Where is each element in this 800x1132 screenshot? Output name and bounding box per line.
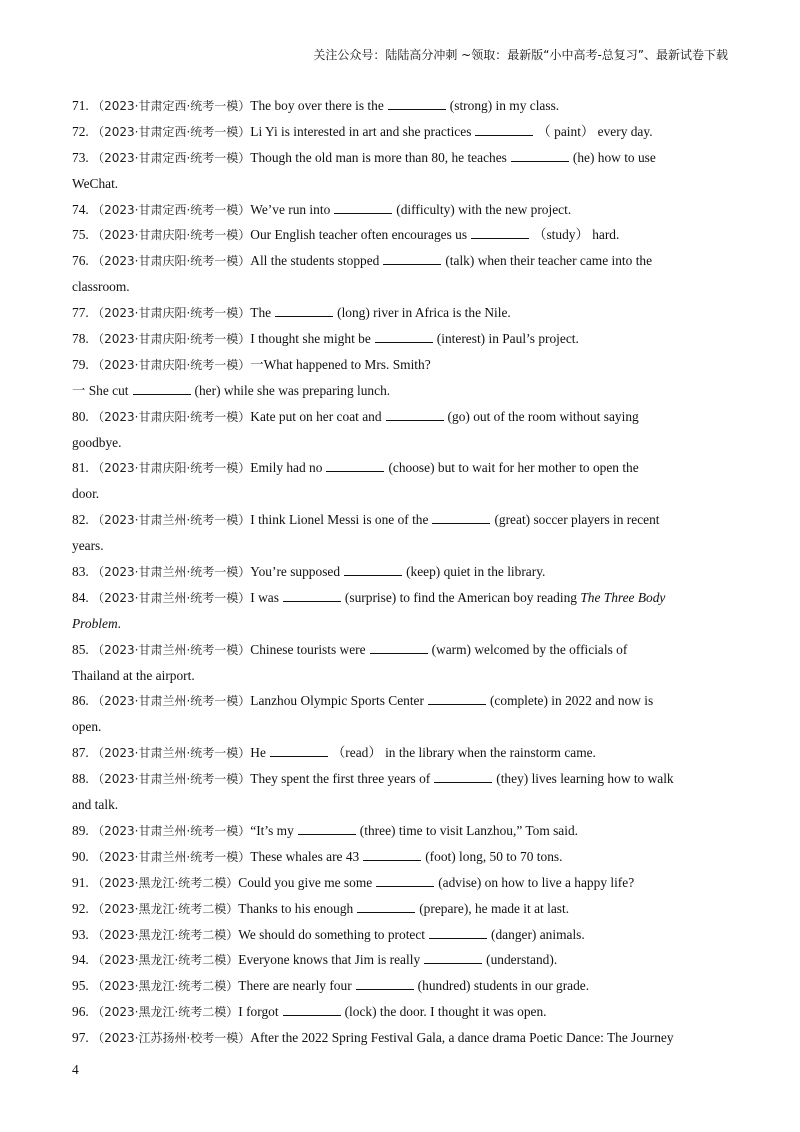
answer-blank[interactable] bbox=[283, 1003, 341, 1016]
question-number: 86. bbox=[72, 693, 89, 709]
question-number: 78. bbox=[72, 331, 89, 347]
question-number: 95. bbox=[72, 978, 89, 994]
word-hint: (long) river in Africa is the Nile. bbox=[337, 305, 511, 321]
question-number: 83. bbox=[72, 564, 89, 580]
question-text: Emily had no bbox=[250, 460, 323, 476]
word-hint: (great) soccer players in recent bbox=[494, 512, 660, 528]
question-source: （2023·甘肃庆阳·统考一模） bbox=[92, 306, 251, 321]
word-hint: (understand). bbox=[486, 952, 558, 968]
answer-blank[interactable] bbox=[375, 330, 433, 343]
question-source: （2023·甘肃定西·统考一模） bbox=[92, 99, 251, 113]
answer-blank[interactable] bbox=[356, 977, 414, 990]
word-hint: (surprise) to find the American boy reading bbox=[344, 589, 577, 605]
question-source: （2023·甘肃庆阳·统考一模） bbox=[92, 254, 251, 269]
question-line bbox=[72, 93, 728, 119]
word-hint: （ paint） every day. bbox=[537, 123, 653, 139]
question-text: I forgot bbox=[238, 1004, 279, 1020]
question-text: Thanks to his enough bbox=[238, 900, 354, 916]
question-source: （2023·黑龙江·统考二模） bbox=[92, 953, 239, 968]
continuation-text: goodbye. bbox=[72, 434, 122, 450]
question-number: 88. bbox=[72, 771, 89, 787]
question-continuation bbox=[72, 481, 728, 507]
question-source: （2023·甘肃定西·统考一模） bbox=[92, 150, 251, 165]
word-hint: （read） in the library when the rainstorm came. bbox=[331, 745, 596, 761]
answer-blank[interactable] bbox=[383, 252, 441, 265]
answer-blank[interactable] bbox=[275, 304, 333, 317]
answer-blank[interactable] bbox=[386, 408, 444, 421]
dialogue-text: 一 She cut bbox=[72, 382, 129, 398]
answer-blank[interactable] bbox=[370, 641, 428, 654]
question-source: （2023·甘肃定西·统考一模） bbox=[92, 202, 251, 217]
question-number: 76. bbox=[72, 253, 89, 269]
answer-blank[interactable] bbox=[424, 951, 482, 964]
question-source: （2023·甘肃兰州·统考一模） bbox=[92, 849, 251, 864]
question-line bbox=[72, 870, 728, 896]
continuation-text: Thailand at the airport. bbox=[72, 667, 195, 683]
question-source: （2023·甘肃兰州·统考一模） bbox=[92, 772, 251, 787]
word-hint: （study） hard. bbox=[533, 227, 620, 243]
question-line bbox=[72, 844, 728, 870]
question-source: （2023·黑龙江·统考二模） bbox=[92, 979, 239, 994]
question-source: （2023·甘肃庆阳·统考一模） bbox=[92, 461, 251, 476]
question-number: 79. bbox=[72, 356, 89, 372]
question-text: The boy over there is the bbox=[250, 98, 384, 113]
question-line bbox=[72, 1025, 728, 1051]
question-number: 87. bbox=[72, 745, 89, 761]
answer-blank[interactable] bbox=[283, 589, 341, 602]
answer-blank[interactable] bbox=[429, 926, 487, 939]
answer-blank[interactable] bbox=[432, 511, 490, 524]
question-number: 93. bbox=[72, 926, 89, 942]
question-line bbox=[72, 119, 728, 145]
answer-blank[interactable] bbox=[388, 97, 446, 110]
question-number: 81. bbox=[72, 460, 89, 476]
question-line bbox=[72, 559, 728, 585]
question-number: 91. bbox=[72, 874, 89, 890]
continuation-text: door. bbox=[72, 486, 100, 502]
word-hint: (difficulty) with the new project. bbox=[396, 201, 572, 217]
word-hint: (three) time to visit Lanzhou,” Tom said. bbox=[359, 822, 579, 838]
question-source: （2023·黑龙江·统考二模） bbox=[92, 901, 239, 916]
question-number: 92. bbox=[72, 900, 89, 916]
question-text: We should do something to protect bbox=[238, 926, 426, 942]
question-text: I was bbox=[250, 589, 279, 605]
question-line bbox=[72, 404, 728, 430]
word-hint: (lock) the door. I thought it was open. bbox=[344, 1004, 547, 1020]
word-hint: (danger) animals. bbox=[491, 926, 585, 942]
page-header: 关注公众号：陆陆高分冲刺 ~领取：最新版“小中高考-总复习”、最新试卷下载 bbox=[313, 48, 728, 62]
answer-blank[interactable] bbox=[298, 822, 356, 835]
word-hint: (talk) when their teacher came into the bbox=[445, 253, 653, 269]
question-line bbox=[72, 248, 728, 274]
question-source: （2023·江苏扬州·校考一模） bbox=[92, 1031, 251, 1046]
question-number: 75. bbox=[72, 227, 89, 243]
answer-blank[interactable] bbox=[270, 744, 328, 757]
question-line bbox=[72, 300, 728, 326]
question-continuation bbox=[72, 171, 728, 197]
question-line bbox=[72, 326, 728, 352]
question-line bbox=[72, 222, 728, 248]
question-source: （2023·甘肃庆阳·统考一模） bbox=[92, 228, 251, 243]
question-text: Though the old man is more than 80, he teaches bbox=[250, 149, 507, 165]
answer-blank[interactable] bbox=[133, 382, 191, 395]
question-number: 97. bbox=[72, 1030, 89, 1046]
question-continuation bbox=[72, 533, 728, 559]
question-text: I think Lionel Messi is one of the bbox=[250, 512, 429, 528]
question-text: “It’s my bbox=[250, 822, 294, 838]
question-line bbox=[72, 922, 728, 948]
question-text: I thought she might be bbox=[250, 331, 371, 347]
dialogue-answer-line bbox=[72, 378, 728, 404]
answer-blank[interactable] bbox=[434, 770, 492, 783]
question-continuation bbox=[72, 274, 728, 300]
question-text: You’re supposed bbox=[250, 564, 341, 580]
question-line bbox=[72, 637, 728, 663]
word-hint: (strong) in my class. bbox=[449, 98, 560, 113]
question-line bbox=[72, 507, 728, 533]
question-number: 77. bbox=[72, 305, 89, 321]
question-source: （2023·甘肃兰州·统考一模） bbox=[92, 565, 251, 580]
question-text: Lanzhou Olympic Sports Center bbox=[250, 693, 424, 709]
question-source: （2023·甘肃兰州·统考一模） bbox=[92, 694, 251, 709]
answer-blank[interactable] bbox=[363, 848, 421, 861]
question-line bbox=[72, 896, 728, 922]
question-text: They spent the first three years of bbox=[250, 771, 431, 787]
question-number: 74. bbox=[72, 201, 89, 217]
word-hint: (warm) welcomed by the officials of bbox=[431, 641, 628, 657]
question-number: 85. bbox=[72, 641, 89, 657]
question-line bbox=[72, 145, 728, 171]
question-text: Chinese tourists were bbox=[250, 641, 366, 657]
question-line bbox=[72, 455, 728, 481]
question-source: （2023·黑龙江·统考二模） bbox=[92, 875, 239, 890]
question-number: 71. bbox=[72, 98, 89, 113]
question-source: （2023·甘肃庆阳·统考一模） bbox=[92, 332, 251, 347]
answer-blank[interactable] bbox=[471, 226, 529, 239]
word-hint: (choose) but to wait for her mother to open the bbox=[388, 460, 639, 476]
question-number: 84. bbox=[72, 589, 89, 605]
question-line bbox=[72, 585, 728, 611]
question-source: （2023·甘肃定西·统考一模） bbox=[92, 124, 251, 139]
answer-blank[interactable] bbox=[376, 874, 434, 887]
question-text: All the students stopped bbox=[250, 253, 380, 269]
continuation-text: and talk. bbox=[72, 797, 119, 813]
answer-blank[interactable] bbox=[511, 149, 569, 162]
question-source: （2023·甘肃兰州·统考一模） bbox=[92, 823, 251, 838]
answer-blank[interactable] bbox=[357, 900, 415, 913]
question-line bbox=[72, 688, 728, 714]
question-text: Our English teacher often encourages us bbox=[250, 227, 468, 243]
word-hint: (go) out of the room without saying bbox=[447, 408, 639, 424]
question-number: 94. bbox=[72, 952, 89, 968]
page-number: 4 bbox=[72, 1062, 79, 1077]
question-source: （2023·甘肃庆阳·统考一模） bbox=[92, 357, 251, 372]
question-line bbox=[72, 947, 728, 973]
question-number: 73. bbox=[72, 149, 89, 165]
question-continuation bbox=[72, 792, 728, 818]
book-title: The Three Body bbox=[580, 589, 666, 605]
word-hint: (foot) long, 50 to 70 tons. bbox=[425, 848, 563, 864]
question-line bbox=[72, 818, 728, 844]
question-line bbox=[72, 740, 728, 766]
continuation-text: . bbox=[117, 615, 121, 631]
question-continuation bbox=[72, 714, 728, 740]
continuation-text: open. bbox=[72, 719, 102, 735]
question-number: 80. bbox=[72, 408, 89, 424]
question-source: （2023·甘肃庆阳·统考一模） bbox=[92, 409, 251, 424]
continuation-text: years. bbox=[72, 538, 104, 554]
word-hint: (interest) in Paul’s project. bbox=[436, 331, 579, 347]
question-line bbox=[72, 352, 728, 378]
question-text: Li Yi is interested in art and she practices bbox=[250, 123, 472, 139]
question-source: （2023·甘肃兰州·统考一模） bbox=[92, 746, 251, 761]
question-continuation bbox=[72, 663, 728, 689]
question-text: Everyone knows that Jim is really bbox=[238, 952, 421, 968]
word-hint: (keep) quiet in the library. bbox=[406, 564, 546, 580]
question-line bbox=[72, 973, 728, 999]
question-text: Kate put on her coat and bbox=[250, 408, 382, 424]
answer-blank[interactable] bbox=[475, 123, 533, 136]
question-text: The bbox=[250, 305, 272, 321]
answer-blank[interactable] bbox=[326, 459, 384, 472]
continuation-text: classroom. bbox=[72, 279, 130, 295]
question-text: He bbox=[250, 745, 266, 761]
question-line bbox=[72, 766, 728, 792]
word-hint: (prepare), he made it at last. bbox=[419, 900, 570, 916]
question-number: 89. bbox=[72, 822, 89, 838]
question-number: 82. bbox=[72, 512, 89, 528]
continuation-text: WeChat. bbox=[72, 175, 119, 191]
answer-blank[interactable] bbox=[344, 563, 402, 576]
question-text: These whales are 43 bbox=[250, 848, 360, 864]
word-hint: (complete) in 2022 and now is bbox=[489, 693, 654, 709]
question-source: （2023·黑龙江·统考二模） bbox=[92, 927, 239, 942]
question-continuation bbox=[72, 430, 728, 456]
question-text: There are nearly four bbox=[238, 978, 352, 994]
word-hint: (he) how to use bbox=[572, 149, 656, 165]
question-text: 一What happened to Mrs. Smith? bbox=[250, 356, 431, 372]
question-source: （2023·甘肃兰州·统考一模） bbox=[92, 513, 251, 528]
question-text: We’ve run into bbox=[250, 201, 331, 217]
question-text: After the 2022 Spring Festival Gala, a dance drama Poetic Dance: The Journey bbox=[250, 1030, 674, 1046]
question-line bbox=[72, 197, 728, 223]
question-source: （2023·黑龙江·统考二模） bbox=[92, 1005, 239, 1020]
question-number: 72. bbox=[72, 123, 89, 139]
word-hint: (her) while she was preparing lunch. bbox=[194, 382, 391, 398]
word-hint: (hundred) students in our grade. bbox=[417, 978, 590, 994]
question-number: 96. bbox=[72, 1004, 89, 1020]
question-text: Could you give me some bbox=[238, 874, 373, 890]
question-number: 90. bbox=[72, 848, 89, 864]
question-source: （2023·甘肃兰州·统考一模） bbox=[92, 590, 251, 605]
word-hint: (they) lives learning how to walk bbox=[496, 771, 674, 787]
question-source: （2023·甘肃兰州·统考一模） bbox=[92, 642, 251, 657]
answer-blank[interactable] bbox=[428, 692, 486, 705]
question-line bbox=[72, 999, 728, 1025]
answer-blank[interactable] bbox=[334, 201, 392, 214]
book-title: Problem bbox=[72, 615, 118, 631]
exercise-list bbox=[72, 93, 728, 1051]
question-continuation bbox=[72, 611, 728, 637]
word-hint: (advise) on how to live a happy life? bbox=[438, 874, 635, 890]
